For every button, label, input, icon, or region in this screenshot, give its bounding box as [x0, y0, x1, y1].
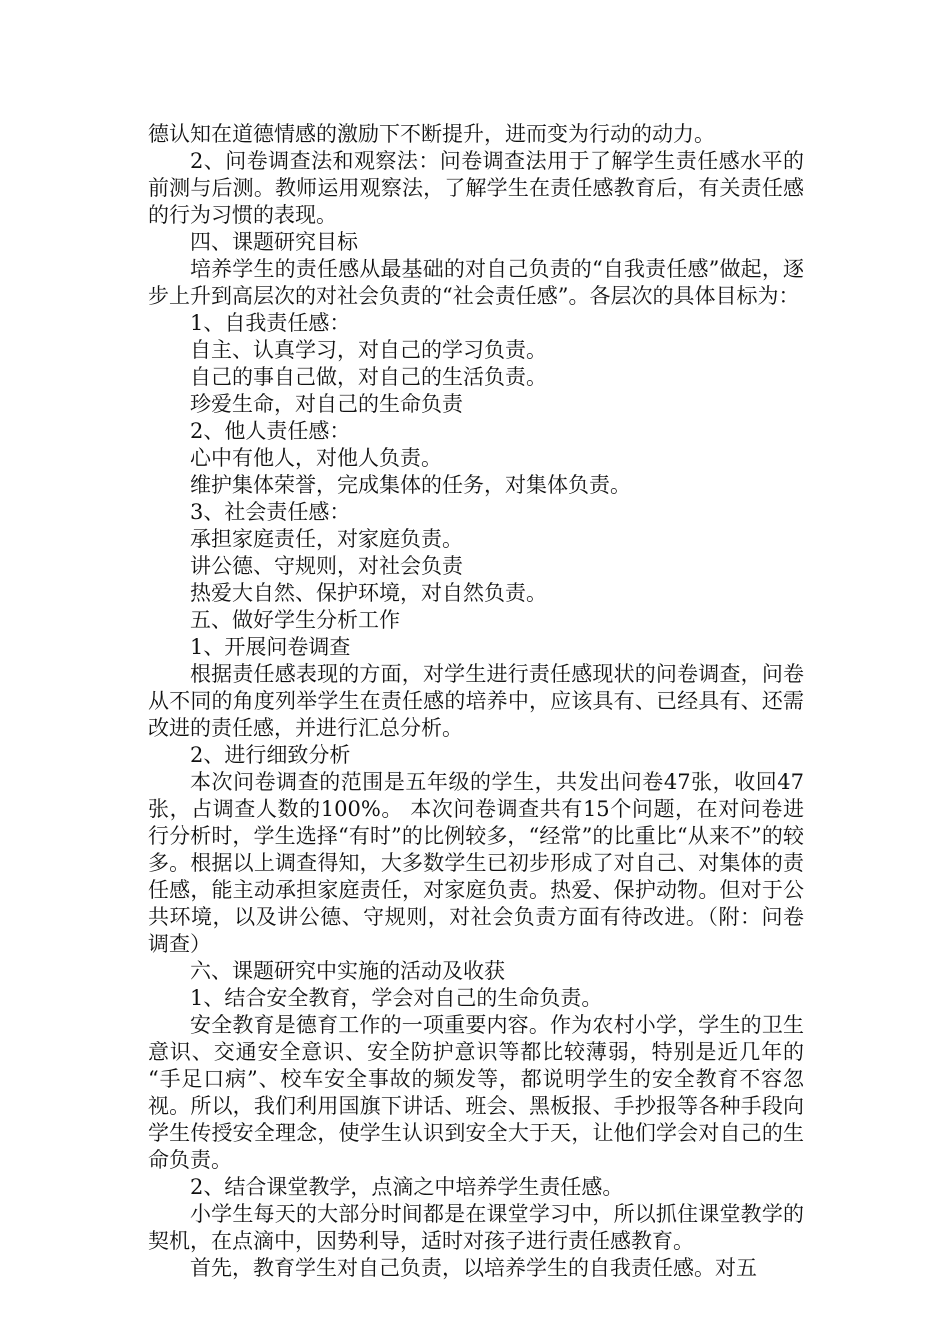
paragraph: 小学生每天的大部分时间都是在课堂学习中，所以抓住课堂教学的契机，在点滴中，因势利导，适时对孩子进行责任感教育。 — [148, 1202, 804, 1253]
subheading: 2、结合课堂教学，点滴之中培养学生责任感。 — [190, 1175, 624, 1199]
list-item: 承担家庭责任，对家庭负责。 — [190, 527, 463, 551]
subheading: 3、社会责任感： — [190, 500, 351, 524]
list-item: 热爱大自然、保护环境，对自然负责。 — [190, 581, 547, 605]
subheading: 2、进行细致分析 — [190, 743, 351, 767]
paragraph: 德认知在道德情感的激励下不断提升，进而变为行动的动力。 — [148, 122, 715, 146]
section-heading: 四、课题研究目标 — [190, 230, 358, 254]
list-item: 自主、认真学习，对自己的学习负责。 — [190, 338, 547, 362]
paragraph: 2、问卷调查法和观察法：问卷调查法用于了解学生责任感水平的前测与后测。教师运用观察法，了解学生在责任感教育后，有关责任感的行为习惯的表现。 — [148, 149, 804, 227]
document-body — [148, 121, 804, 1282]
subheading: 1、开展问卷调查 — [190, 635, 351, 659]
subheading: 1、结合安全教育，学会对自己的生命负责。 — [190, 986, 603, 1010]
list-item: 讲公德、守规则，对社会负责 — [190, 554, 463, 578]
paragraph: 培养学生的责任感从最基础的对自己负责的“自我责任感”做起，逐步上升到高层次的对社会负责的“社会责任感”。各层次的具体目标为： — [148, 257, 804, 308]
section-heading: 六、课题研究中实施的活动及收获 — [190, 959, 505, 983]
section-heading: 五、做好学生分析工作 — [190, 608, 400, 632]
subheading: 2、他人责任感： — [190, 419, 351, 443]
list-item: 自己的事自己做，对自己的生活负责。 — [190, 365, 547, 389]
paragraph: 本次问卷调查的范围是五年级的学生，共发出问卷47张，收回47张，占调查人数的100%。 本次问卷调查共有15个问题，在对问卷进行分析时，学生选择“有时”的比例较多，“经常”的比重比“从来不”的较多。根据以上调查得知，大多数学生已初步形成了对自己、对集体的责任感，能主动承担家庭责任，对家庭负责。热爱、保护动物。但对于公共环境，以及讲公德、守规则，对社会负责方面有待改进。（附：问卷调查） — [148, 770, 804, 956]
paragraph: 根据责任感表现的方面，对学生进行责任感现状的问卷调查，问卷从不同的角度列举学生在责任感的培养中，应该具有、已经具有、还需改进的责任感，并进行汇总分析。 — [148, 662, 804, 740]
list-item: 维护集体荣誉，完成集体的任务，对集体负责。 — [190, 473, 631, 497]
list-item: 心中有他人，对他人负责。 — [190, 446, 442, 470]
paragraph: 首先，教育学生对自己负责，以培养学生的自我责任感。对五 — [190, 1256, 757, 1280]
subheading: 1、自我责任感： — [190, 311, 351, 335]
paragraph: 安全教育是德育工作的一项重要内容。作为农村小学，学生的卫生意识、交通安全意识、安全防护意识等都比较薄弱，特别是近几年的 “手足口病”、校车安全事故的频发等，都说明学生的安全教育不容忽视。所以，我们利用国旗下讲话、班会、黑板报、手抄报等各种手段向学生传授安全理念，使学生认识到安全大于天，让他们学会对自己的生命负责。 — [148, 1013, 804, 1172]
list-item: 珍爱生命，对自己的生命负责 — [190, 392, 463, 416]
